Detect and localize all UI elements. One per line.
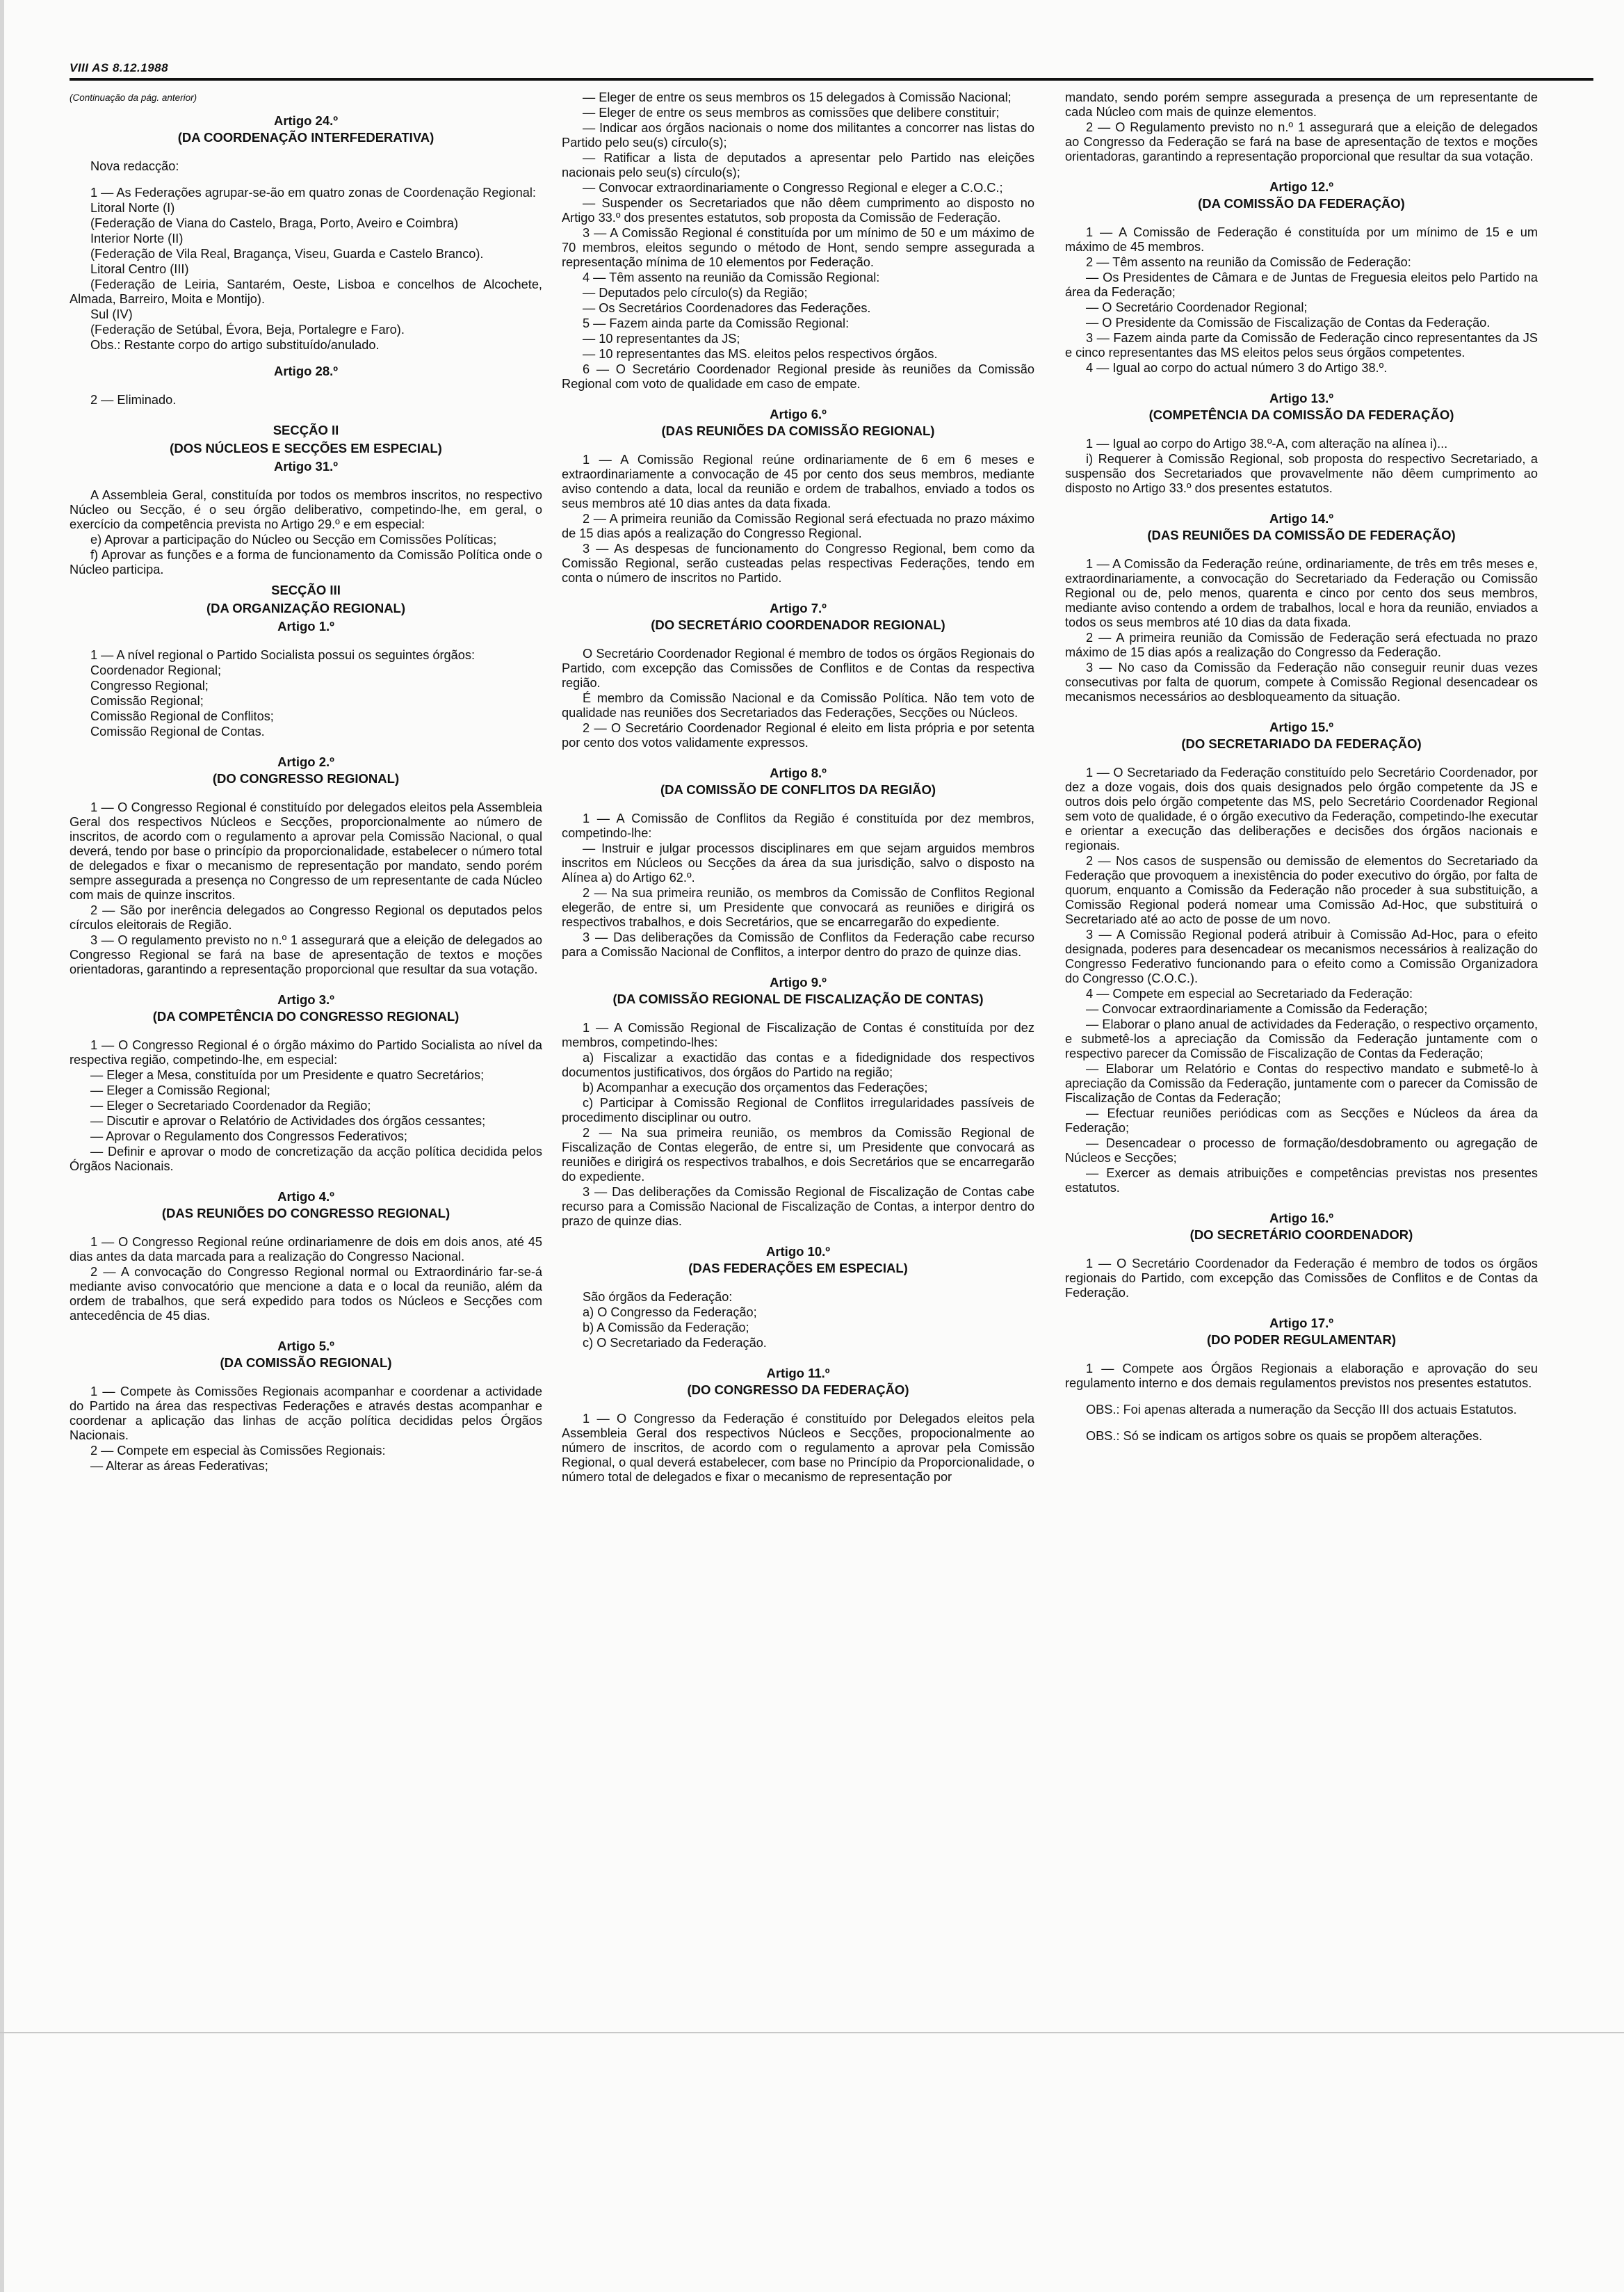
article-15-title: Artigo 15.º [1269, 720, 1334, 734]
paragraph: 1 — A Comissão da Federação reúne, ordinariamente, de três em três meses e, extraordinariamente, a convocação do Secretariado da Federação ou Comissão Regional ou de, pelo menos, quarenta e cinco por cento dos seus membros, mediante aviso contendo a ordem de trabalhos, local e hora da reunião, enviados a todos os seus membros até 10 dias da data fixada. [1065, 557, 1538, 629]
paragraph: i) Requerer à Comissão Regional, sob proposta do respectivo Secretariado, a suspensão dos Secretariados que provavelmente não dêem cumprimento ao disposto no Artigo 33.º dos presentes estatutos. [1065, 452, 1538, 495]
paragraph: b) Acompanhar a execução dos orçamentos das Federações; [583, 1081, 928, 1095]
paragraph: 2 — São por inerência delegados ao Congresso Regional os deputados pelos círculos eleitorais de Região. [70, 903, 542, 932]
paragraph: — Deputados pelo círculo(s) da Região; [583, 286, 808, 300]
paragraph: 1 — As Federações agrupar-se-ão em quatro zonas de Coordenação Regional: [90, 186, 536, 200]
paragraph: 1 — Compete aos Órgãos Regionais a elaboração e aprovação do seu regulamento interno e dos demais regulamentos previstos nos presentes estatutos. [1065, 1362, 1538, 1390]
article-6-title: Artigo 6.º [770, 407, 827, 421]
paragraph: — Ratificar a lista de deputados a apresentar pelo Partido nas eleições nacionais pelo seu(s) círculo(s); [562, 151, 1034, 179]
paragraph: — O Secretário Coordenador Regional; [1086, 300, 1308, 314]
paragraph: — O Presidente da Comissão de Fiscalização de Contas da Federação. [1086, 316, 1491, 330]
paragraph: 1 — O Congresso Regional é o órgão máximo do Partido Socialista ao nível da respectiva região, competindo-lhe, em especial: [70, 1038, 542, 1067]
paragraph: 2 — A primeira reunião da Comissão Regional será efectuada no prazo máximo de 15 dias após a realização do Congresso Regional. [562, 512, 1034, 540]
paragraph: — Elaborar o plano anual de actividades da Federação, o respectivo orçamento, e submetê-los a apreciação da Comissão da Federação juntamente com o respectivo parecer da Comissão de Fiscalização de Contas da Federação; [1065, 1017, 1538, 1060]
paragraph: (Federação de Viana do Castelo, Braga, Porto, Aveiro e Coimbra) [90, 216, 459, 230]
article-7-subtitle: (DO SECRETÁRIO COORDENADOR REGIONAL) [651, 618, 945, 632]
article-28-title: Artigo 28.º [273, 364, 339, 378]
paragraph: Interior Norte (II) [90, 232, 184, 245]
paragraph: — Efectuar reuniões periódicas com as Secções e Núcleos da área da Federação; [1065, 1106, 1538, 1135]
paragraph: — Indicar aos órgãos nacionais o nome dos militantes a concorrer nas listas do Partido pelo seu(s) círculo(s); [562, 121, 1034, 150]
paragraph: 2 — Na sua primeira reunião, os membros da Comissão de Conflitos Regional elegerão, de entre si, um Presidente que convocará as reuniões e dirigirá os respectivos trabalhos, e dois Secretários, que se encarregarão do expediente. [562, 886, 1034, 929]
article-13-title: Artigo 13.º [1269, 391, 1334, 405]
article-2-subtitle: (DO CONGRESSO REGIONAL) [212, 771, 400, 786]
article-4-subtitle: (DAS REUNIÕES DO CONGRESSO REGIONAL) [161, 1206, 450, 1220]
article-9-subtitle: (DA COMISSÃO REGIONAL DE FISCALIZAÇÃO DE CONTAS) [612, 992, 984, 1006]
section-2-subtitle: (DOS NÚCLEOS E SECÇÕES EM ESPECIAL) [170, 441, 442, 455]
scan-edge [0, 0, 4, 2292]
paragraph: — Eleger a Comissão Regional; [90, 1083, 270, 1097]
paragraph: 2 — Eliminado. [90, 393, 177, 407]
article-5-title: Artigo 5.º [277, 1339, 334, 1353]
paragraph: 2 — O Regulamento previsto no n.º 1 assegurará que a eleição de delegados ao Congresso da Federação se fará na base de apresentação de textos e moções orientadoras, garantindo a representação proporcional que resultar da sua votação. [1065, 120, 1538, 163]
paragraph: OBS.: Foi apenas alterada a numeração da Secção III dos actuais Estatutos. [1086, 1403, 1517, 1417]
paragraph: 1 — O Secretariado da Federação constituído pelo Secretário Coordenador, por dez a doze vogais, dois dos quais designados pelo órgão competente da JS e outros dois pelo órgão competente das MS, pelo Secretário Coordenador Regional sem voto de qualidade, é o órgão executivo da Federação, competindo-lhe executar e orientar a execução das deliberações e decisões dos órgãos nacionais e regionais. [1065, 766, 1538, 853]
paragraph: — Eleger o Secretariado Coordenador da Região; [90, 1099, 371, 1113]
paragraph: 1 — A Comissão Regional reúne ordinariamente de 6 em 6 meses e extraordinariamente a convocação de 45 por cento dos seus membros, mediante aviso contendo a data, local da reunião e ordem de trabalhos, enviado a todos os seus membros até 10 dias antes da data fixada. [562, 453, 1034, 510]
paragraph: a) Fiscalizar a exactidão das contas e a fidedignidade dos respectivos documentos justificativos, dos órgãos do Partido na região; [562, 1051, 1034, 1079]
continuation-note: (Continuação da pág. anterior) [70, 92, 197, 103]
article-12-title: Artigo 12.º [1269, 179, 1334, 194]
section-3-title: SECÇÃO III [271, 583, 341, 597]
paragraph: Comissão Regional de Conflitos; [90, 709, 274, 723]
header-rule [70, 78, 1593, 81]
paragraph: 1 — A Comissão Regional de Fiscalização de Contas é constituída por dez membros, competindo-lhes: [562, 1021, 1034, 1049]
paragraph: A Assembleia Geral, constituída por todos os membros inscritos, no respectivo Núcleo ou Secção, é o seu órgão deliberativo, competindo-lhe, em geral, o exercício da competência prevista no Artigo 29.º e em especial: [70, 488, 542, 531]
paragraph: Congresso Regional; [90, 679, 209, 693]
page-header [70, 57, 1593, 81]
paragraph: 2 — Têm assento na reunião da Comissão de Federação: [1086, 255, 1411, 269]
article-9-title: Artigo 9.º [770, 975, 827, 990]
article-16-title: Artigo 16.º [1269, 1211, 1334, 1225]
paragraph: c) O Secretariado da Federação. [583, 1336, 767, 1350]
article-3-title: Artigo 3.º [277, 992, 334, 1007]
paragraph: 2 — Na sua primeira reunião, os membros da Comissão Regional de Fiscalização de Contas elegerão, de entre si, um Presidente que convocará as reuniões e dirigirá os respectivos trabalhos, e dois Secretários que se encarregarão do expediente. [562, 1126, 1034, 1184]
article-17-subtitle: (DO PODER REGULAMENTAR) [1206, 1332, 1396, 1347]
paragraph: 1 — O Secretário Coordenador da Federação é membro de todos os órgãos regionais do Partido, com excepção das Comissões de Conflitos e de Contas da Federação. [1065, 1257, 1538, 1300]
paragraph: Nova redacção: [90, 159, 179, 173]
paragraph: 1 — A nível regional o Partido Socialista possui os seguintes órgãos: [90, 648, 476, 662]
article-24-subtitle: (DA COORDENAÇÃO INTERFEDERATIVA) [177, 130, 435, 145]
paragraph: 3 — Fazem ainda parte da Comissão de Federação cinco representantes da JS e cinco representantes das MS eleitos pelos seus órgãos competentes. [1065, 331, 1538, 360]
paragraph: (Federação de Setúbal, Évora, Beja, Portalegre e Faro). [90, 323, 405, 337]
paragraph: e) Aprovar a participação do Núcleo ou Secção em Comissões Políticas; [90, 533, 497, 547]
paragraph: — Aprovar o Regulamento dos Congressos Federativos; [90, 1129, 407, 1143]
article-3-subtitle: (DA COMPETÊNCIA DO CONGRESSO REGIONAL) [152, 1009, 460, 1024]
paragraph: mandato, sendo porém sempre assegurada a presença de um representante de cada Núcleo com mais de quinze elementos. [1065, 90, 1538, 119]
paragraph: — Os Presidentes de Câmara e de Juntas de Freguesia eleitos pelo Partido na área da Federação; [1065, 271, 1538, 299]
paragraph: 3 — No caso da Comissão da Federação não conseguir reunir duas vezes consecutivas por falta de quorum, compete à Comissão Regional desencadear os mecanismos necessários ao desbloqueamento da situação. [1065, 661, 1538, 704]
article-7-title: Artigo 7.º [770, 601, 827, 615]
paragraph: O Secretário Coordenador Regional é membro de todos os órgãos Regionais do Partido, com excepção das Comissões de Conflitos e de Contas da respectiva região. [562, 647, 1034, 690]
paragraph: 3 — Das deliberações da Comissão de Conflitos da Federação cabe recurso para a Comissão Nacional de Conflitos, a interpor dentro do prazo de quinze dias. [562, 930, 1034, 959]
paragraph: — 10 representantes da JS; [583, 332, 740, 346]
paragraph: 1 — A Comissão de Conflitos da Região é constituída por dez membros, competindo-lhe: [562, 812, 1034, 840]
paragraph: — Desencadear o processo de formação/desdobramento ou agregação de Núcleos e Secções; [1065, 1136, 1538, 1165]
article-24-title: Artigo 24.º [273, 113, 339, 128]
paragraph: 3 — O regulamento previsto no n.º 1 assegurará que a eleição de delegados ao Congresso Regional se fará na base de apresentação de textos e moções orientadoras, garantindo a representação proporcional que resultar da sua votação. [70, 933, 542, 976]
paragraph: Comissão Regional; [90, 694, 204, 708]
paragraph: 1 — O Congresso Regional é constituído por delegados eleitos pela Assembleia Geral dos respectivos Núcleos e Secções, proporcionalmente ao número de inscritos, de acordo com o regulamento a aprovar pela Comissão Nacional, o qual deverá, tendo por base o princípio da proporcionalidade, estabelecer o número total de delegados e fixar o mecanismo de representação por mandato, sendo porém sempre assegurada a presença no Congresso de um representante de cada Núcleo com mais de quinze inscritos. [70, 800, 542, 902]
paragraph: 4 — Compete em especial ao Secretariado da Federação: [1086, 987, 1413, 1001]
paragraph: 3 — As despesas de funcionamento do Congresso Regional, bem como da Comissão Regional, serão custeadas pelas respectivas Federações, tendo em conta o número de inscritos no Partido. [562, 542, 1034, 585]
paragraph: c) Participar à Comissão Regional de Conflitos irregularidades passíveis de procedimento disciplinar ou outro. [562, 1096, 1034, 1124]
paragraph: — Eleger de entre os seus membros as comissões que delibere constituir; [583, 106, 1000, 120]
article-10-subtitle: (DAS FEDERAÇÕES EM ESPECIAL) [688, 1261, 908, 1275]
article-10-title: Artigo 10.º [765, 1244, 831, 1259]
paragraph: Obs.: Restante corpo do artigo substituído/anulado. [90, 338, 380, 352]
paragraph: 3 — A Comissão Regional é constituída por um mínimo de 50 e um máximo de 70 membros, eleitos segundo o método de Hont, sendo sempre assegurada a representação mínima de 10 elementos por Federação. [562, 226, 1034, 269]
paragraph: — Elaborar um Relatório e Contas do respectivo mandato e submetê-lo à apreciação da Comissão da Federação, juntamente com o parecer da Comissão de Fiscalização de Contas da Federação; [1065, 1062, 1538, 1105]
paragraph: — Alterar as áreas Federativas; [90, 1459, 268, 1473]
article-12-subtitle: (DA COMISSÃO DA FEDERAÇÃO) [1198, 196, 1405, 211]
paragraph: Litoral Norte (I) [90, 201, 175, 215]
paragraph: 1 — O Congresso da Federação é constituído por Delegados eleitos pela Assembleia Geral dos respectivos Núcleos e Secções, propocionalmente ao número de inscritos, de acordo com o regulamento a aprovar pela Comissão Regional, o qual deverá estabelecer, com base no Princípio da Proporcionalidade, o número total de delegados e fixar o mecanismo de representação por [562, 1412, 1034, 1484]
column-1 [70, 90, 542, 2190]
article-14-title: Artigo 14.º [1269, 511, 1334, 526]
paragraph: — Convocar extraordinariamente a Comissão da Federação; [1086, 1002, 1428, 1016]
paragraph: 5 — Fazem ainda parte da Comissão Regional: [583, 316, 850, 330]
paragraph: (Federação de Vila Real, Bragança, Viseu, Guarda e Castelo Branco). [90, 247, 484, 261]
paragraph: 2 — O Secretário Coordenador Regional é eleito em lista própria e por setenta por cento dos votos validamente expressos. [562, 721, 1034, 750]
paragraph: — Eleger a Mesa, constituída por um Presidente e quatro Secretários; [90, 1068, 485, 1082]
paragraph: Sul (IV) [90, 307, 133, 321]
paragraph: — Discutir e aprovar o Relatório de Actividades dos órgãos cessantes; [90, 1114, 486, 1128]
paragraph: 4 — Têm assento na reunião da Comissão Regional: [583, 271, 880, 284]
page-header-date: VIII AS 8.12.1988 [70, 61, 169, 74]
article-11-title: Artigo 11.º [766, 1366, 830, 1380]
section-2-title: SECÇÃO II [273, 423, 339, 437]
article-15-subtitle: (DO SECRETARIADO DA FEDERAÇÃO) [1181, 736, 1422, 751]
paragraph: (Federação de Leiria, Santarém, Oeste, Lisboa e concelhos de Alcochete, Almada, Barreiro, Moita e Montijo). [70, 277, 542, 306]
paragraph: 2 — Compete em especial às Comissões Regionais: [90, 1444, 386, 1458]
article-8-subtitle: (DA COMISSÃO DE CONFLITOS DA REGIÃO) [660, 782, 936, 797]
article-13-subtitle: (COMPETÊNCIA DA COMISSÃO DA FEDERAÇÃO) [1148, 407, 1454, 422]
paragraph: Coordenador Regional; [90, 663, 222, 677]
footer-rule [0, 2032, 1624, 2033]
column-3 [1065, 90, 1538, 2190]
paragraph: 6 — O Secretário Coordenador Regional preside às reuniões da Comissão Regional com voto de qualidade em caso de empate. [562, 362, 1034, 391]
paragraph: Comissão Regional de Contas. [90, 725, 265, 739]
article-8-title: Artigo 8.º [770, 766, 827, 780]
article-14-subtitle: (DAS REUNIÕES DA COMISSÃO DE FEDERAÇÃO) [1147, 528, 1456, 542]
column-2 [562, 90, 1034, 2190]
paragraph: 3 — A Comissão Regional poderá atribuir à Comissão Ad-Hoc, para o efeito designada, poderes para desencadear os mecanismos necessários à realização do Congresso Federativo funcionando para o efeito como a Comissão Organizadora do Congresso (C.O.C.). [1065, 928, 1538, 985]
article-1-title: Artigo 1.º [277, 619, 334, 633]
paragraph: 1 — O Congresso Regional reúne ordinariamenre de dois em dois anos, até 45 dias antes da data marcada para a realização do Congresso Nacional. [70, 1235, 542, 1264]
paragraph: 1 — Compete às Comissões Regionais acompanhar e coordenar a actividade do Partido na área das respectivas Federações e através destas acompanhar e coordenar a aplicação das linhas de acção política decididas pelos Órgãos Nacionais. [70, 1385, 542, 1442]
paragraph: — Convocar extraordinariamente o Congresso Regional e eleger a C.O.C.; [583, 181, 1003, 195]
paragraph: — Suspender os Secretariados que não dêem cumprimento ao disposto no Artigo 33.º dos presentes estatutos, sob proposta da Comissão de Federação. [562, 196, 1034, 225]
article-4-title: Artigo 4.º [277, 1189, 334, 1204]
paragraph: — Instruir e julgar processos disciplinares em que sejam arguidos membros inscritos em Núcleos ou Secções da área da sua jurisdição, salvo o disposto na Alínea a) do Artigo 62.º. [562, 841, 1034, 885]
paragraph: b) A Comissão da Federação; [583, 1321, 749, 1334]
paragraph: — Eleger de entre os seus membros os 15 delegados à Comissão Nacional; [583, 90, 1012, 104]
paragraph: É membro da Comissão Nacional e da Comissão Política. Não tem voto de qualidade nas reuniões dos Secretariados das Federações, Secções ou Núcleos. [562, 691, 1034, 720]
article-31-title: Artigo 31.º [273, 459, 339, 474]
section-3-subtitle: (DA ORGANIZAÇÃO REGIONAL) [206, 601, 406, 615]
article-2-title: Artigo 2.º [277, 754, 334, 769]
paragraph: 2 — A primeira reunião da Comissão de Federação será efectuada no prazo máximo de 15 dias após a realização do Congresso da Federação. [1065, 631, 1538, 659]
paragraph: 1 — A Comissão de Federação é constituída por um mínimo de 15 e um máximo de 45 membros. [1065, 225, 1538, 254]
paragraph: OBS.: Só se indicam os artigos sobre os quais se propõem alterações. [1086, 1429, 1483, 1443]
article-17-title: Artigo 17.º [1269, 1316, 1334, 1330]
paragraph: — Os Secretários Coordenadores das Federações. [583, 301, 871, 315]
paragraph: a) O Congresso da Federação; [583, 1305, 757, 1319]
paragraph: — Exercer as demais atribuições e competências previstas nos presentes estatutos. [1065, 1166, 1538, 1195]
paragraph: 3 — Das deliberações da Comissão Regional de Fiscalização de Contas cabe recurso para a Comissão Nacional de Fiscalização de Contas, a interpor dentro do prazo de quinze dias. [562, 1185, 1034, 1228]
paragraph: f) Aprovar as funções e a forma de funcionamento da Comissão Política onde o Núcleo participa. [70, 548, 542, 576]
paragraph: 4 — Igual ao corpo do actual número 3 do Artigo 38.º. [1086, 361, 1388, 375]
paragraph: 1 — Igual ao corpo do Artigo 38.º-A, com alteração na alínea i)... [1086, 437, 1448, 451]
paragraph: São órgãos da Federação: [583, 1290, 733, 1304]
paragraph: 2 — Nos casos de suspensão ou demissão de elementos do Secretariado da Federação que provoquem a inexistência do poder executivo do órgão, por falta de quorum, enquanto a Comissão da Federação não proceder à sua substituição, a Comissão Regional poderá nomear uma Comissão Ad-Hoc, que substituirá o Secretariado até ao acto de posse de um novo. [1065, 854, 1538, 926]
article-11-subtitle: (DO CONGRESSO DA FEDERAÇÃO) [687, 1382, 909, 1397]
paragraph: — Definir e aprovar o modo de concretização da acção política decidida pelos Órgãos Nacionais. [70, 1145, 542, 1173]
paragraph: 2 — A convocação do Congresso Regional normal ou Extraordinário far-se-á mediante aviso convocatório que mencione a data e o local da reunião, além da ordem de trabalhos, que será expedido para todos os Núcleos e Secções com antecedência de 45 dias. [70, 1265, 542, 1323]
article-5-subtitle: (DA COMISSÃO REGIONAL) [220, 1355, 392, 1370]
paragraph: Litoral Centro (III) [90, 262, 189, 276]
article-6-subtitle: (DAS REUNIÕES DA COMISSÃO REGIONAL) [661, 423, 935, 438]
paragraph: — 10 representantes das MS. eleitos pelos respectivos órgãos. [583, 347, 938, 361]
article-16-subtitle: (DO SECRETÁRIO COORDENADOR) [1189, 1227, 1413, 1242]
